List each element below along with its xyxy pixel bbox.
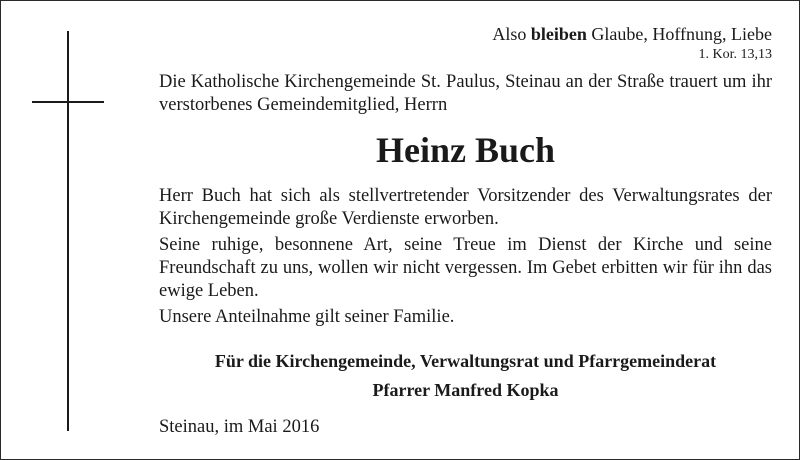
- intro-text: Die Katholische Kirchengemeinde St. Paulus, Steinau an der Straße trauert um ihr verstorbenes Gemeindemitglied, Herrn: [159, 72, 772, 115]
- quote-text-post: Glaube, Hoffnung, Liebe: [586, 24, 772, 44]
- paragraph-condolence: Unsere Anteilnahme gilt seiner Familie.: [159, 307, 455, 327]
- quote-text-pre: Also: [492, 24, 531, 44]
- cross-icon-vertical-bar: [67, 31, 69, 431]
- signature-organization: Für die Kirchengemeinde, Verwaltungsrat und Pfarrgemeinderat: [214, 351, 717, 371]
- cross-icon-horizontal-bar: [32, 101, 104, 103]
- bible-reference: 1. Kor. 13,13: [698, 47, 772, 62]
- deceased-name: Heinz Buch: [375, 130, 555, 170]
- place-date: Steinau, im Mai 2016: [159, 417, 320, 437]
- paragraph-merits: Herr Buch hat sich als stellvertretender Vorsitzender des Verwaltungsrates der Kirchengemeinde große Verdienste erworben.: [159, 186, 772, 229]
- quote-emphasis: bleiben: [530, 24, 587, 44]
- notice-content: [159, 23, 772, 439]
- bible-quote: [159, 23, 772, 45]
- signature-pastor: Pfarrer Manfred Kopka: [372, 380, 559, 400]
- paragraph-remembrance: Seine ruhige, besonnene Art, seine Treue im Dienst der Kirche und seine Freundschaft zu uns, wollen wir nicht vergessen. Im Gebet erbitten wir für ihn das ewige Leben.: [159, 235, 772, 301]
